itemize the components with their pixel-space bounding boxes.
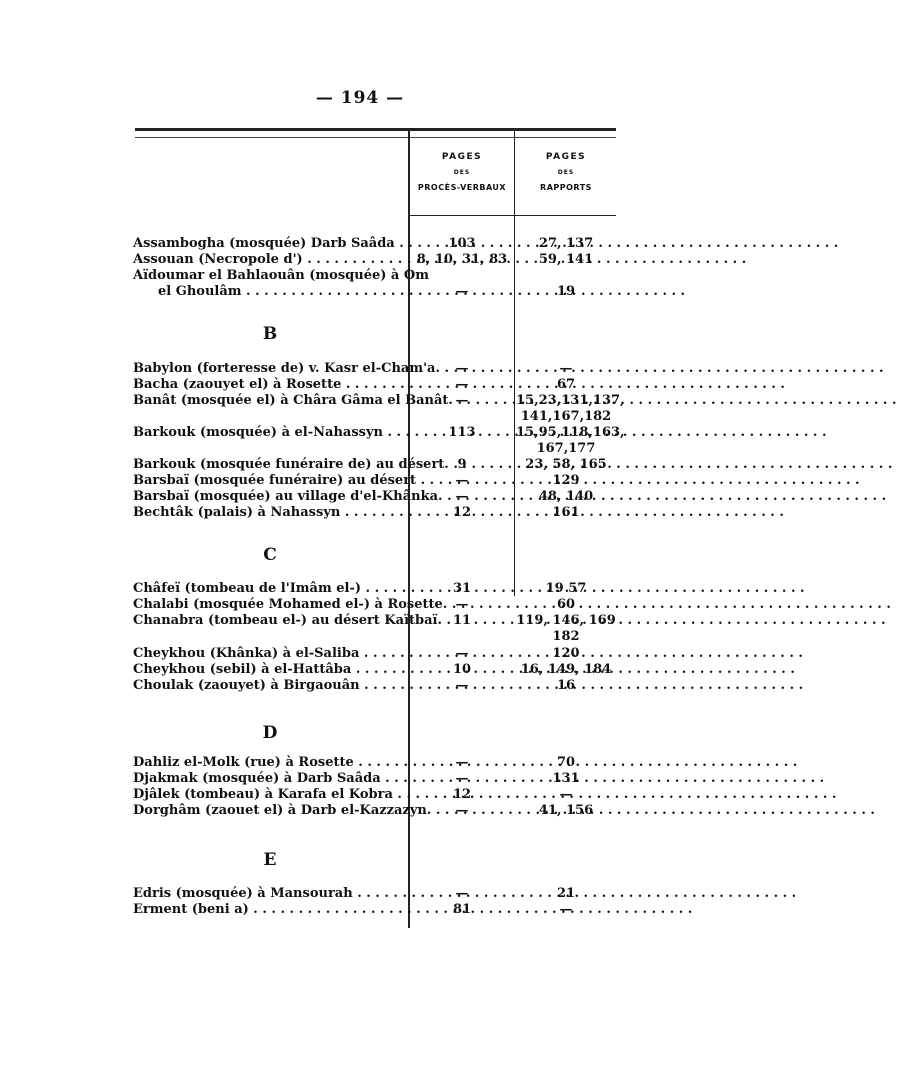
entry-name bbox=[133, 597, 448, 612]
entry-proces-verbaux-pages: 113 bbox=[448, 425, 476, 440]
entry-name bbox=[133, 457, 449, 472]
entry-proces-verbaux-pages: — bbox=[455, 377, 469, 392]
section-letter-b: B bbox=[262, 324, 278, 344]
entry-rapports-pages: 16, 149, 184 bbox=[520, 662, 612, 677]
entry-rapports-pages: 182 bbox=[552, 629, 580, 644]
entry-name bbox=[133, 581, 403, 596]
entry-proces-verbaux-pages: — bbox=[455, 393, 469, 408]
header-proces-verbaux bbox=[410, 150, 514, 195]
entry-rapports-pages: 70 bbox=[556, 755, 576, 770]
entry-name bbox=[133, 613, 442, 628]
entry-proces-verbaux-pages: 10 bbox=[452, 662, 472, 677]
entry-proces-verbaux-pages: — bbox=[455, 886, 469, 901]
entry-rapports-pages: 19 57 bbox=[545, 581, 587, 596]
header-pages: PAGES bbox=[545, 152, 587, 162]
entry-proces-verbaux-pages: 8, 10, 31, 83 bbox=[416, 252, 508, 267]
entry-name-text: Assouan (Necropole d') . . . bbox=[133, 252, 746, 267]
entry-name-text: Banât (mosquée el) à Châra Gâma el Banât. . . . bbox=[133, 393, 897, 408]
entry-name bbox=[133, 662, 403, 677]
entry-name bbox=[133, 268, 429, 283]
entry-rapports-pages: 48, 140 bbox=[538, 489, 594, 504]
entry-name-text: Cheykhou (sebil) à el-Hattâba . . . bbox=[133, 662, 795, 677]
entry-name-text: Dahliz el-Molk (rue) à Rosette . . . bbox=[133, 755, 797, 770]
entry-name bbox=[133, 377, 403, 392]
header-rapports bbox=[516, 150, 616, 195]
entry-name-text: Dorghâm (zaouet el) à Darb el-Kazzazyn. . . . bbox=[133, 803, 875, 818]
entry-name bbox=[158, 284, 403, 299]
entry-name bbox=[133, 755, 403, 770]
section-letter-c: C bbox=[263, 545, 277, 565]
entry-proces-verbaux-pages: — bbox=[455, 597, 469, 612]
entry-rapports-pages: 19 bbox=[556, 284, 576, 299]
entry-proces-verbaux-pages: — bbox=[455, 771, 469, 786]
entry-name-text: Bechtâk (palais) à Nahassyn . . . bbox=[133, 505, 784, 520]
entry-name bbox=[133, 505, 403, 520]
entry-proces-verbaux-pages: — bbox=[455, 646, 469, 661]
entry-rapports-pages: 167,177 bbox=[536, 441, 596, 456]
entry-name bbox=[133, 361, 440, 376]
entry-name-text: el Ghoulâm . . . bbox=[158, 284, 685, 299]
entry-proces-verbaux-pages: 9 bbox=[457, 457, 467, 472]
entry-name bbox=[133, 489, 443, 504]
entry-name-text: Aïdoumar el Bahlaouân (mosquée) à Om bbox=[133, 268, 429, 283]
entry-rapports-pages: 60 bbox=[556, 597, 576, 612]
header-pages: PAGES bbox=[441, 152, 483, 162]
entry-rapports-pages: 119, 146, 169 bbox=[516, 613, 616, 628]
entry-name bbox=[133, 646, 403, 661]
entry-name bbox=[133, 787, 403, 802]
entry-rapports-pages: 161 bbox=[552, 505, 580, 520]
entry-rapports-pages: 129 bbox=[552, 473, 580, 488]
entry-proces-verbaux-pages: 12 bbox=[452, 505, 472, 520]
entry-proces-verbaux-pages: 31 bbox=[452, 581, 472, 596]
header-des: DES bbox=[557, 169, 575, 176]
entry-rapports-pages: 15,95,118,163, bbox=[516, 425, 625, 440]
entry-name-text: Barsbaï (mosquée) au village d'el-Khânka. . . . bbox=[133, 489, 886, 504]
entry-name bbox=[133, 771, 403, 786]
entry-proces-verbaux-pages: — bbox=[455, 473, 469, 488]
entry-rapports-pages: 15,23,131,137, bbox=[516, 393, 625, 408]
entry-rapports-pages: 23, 58, 165 bbox=[525, 457, 607, 472]
header-des: DES bbox=[453, 169, 471, 176]
entry-name-text: Bacha (zaouyet el) à Rosette . . . bbox=[133, 377, 785, 392]
entry-name bbox=[133, 252, 403, 267]
entry-name bbox=[133, 803, 432, 818]
entry-name-text: Babylon (forteresse de) v. Kasr el-Cham'a. . . . bbox=[133, 361, 884, 376]
entry-proces-verbaux-pages: 81 bbox=[452, 902, 472, 917]
top-rule bbox=[135, 128, 616, 138]
entry-proces-verbaux-pages: — bbox=[455, 284, 469, 299]
entry-rapports-pages: 16 bbox=[556, 678, 576, 693]
header-proces-verbaux-label: PROCÈS-VERBAUX bbox=[417, 183, 507, 192]
entry-name-text: Barkouk (mosquée funéraire de) au désert. . . . bbox=[133, 457, 892, 472]
entry-name-text: Erment (beni a) . . . bbox=[133, 902, 692, 917]
entry-name bbox=[133, 902, 403, 917]
entry-rapports-pages: — bbox=[559, 361, 573, 376]
entry-name bbox=[133, 236, 403, 251]
entry-name-text: Djâlek (tombeau) à Karafa el Kobra . . . bbox=[133, 787, 836, 802]
entry-rapports-pages: 21 bbox=[556, 886, 576, 901]
entry-proces-verbaux-pages: 12 bbox=[452, 787, 472, 802]
entry-rapports-pages: — bbox=[559, 902, 573, 917]
entry-name-text: Barkouk (mosquée) à el-Nahassyn . . . bbox=[133, 425, 827, 440]
entry-proces-verbaux-pages: — bbox=[455, 678, 469, 693]
entry-rapports-pages: 41, 156 bbox=[538, 803, 594, 818]
entry-proces-verbaux-pages: — bbox=[455, 803, 469, 818]
entry-name bbox=[133, 473, 417, 488]
section-letter-e: E bbox=[263, 850, 277, 870]
entry-rapports-pages: 67 bbox=[556, 377, 576, 392]
entry-rapports-pages: 59, 141 bbox=[538, 252, 594, 267]
entry-name-text: Chalabi (mosquée Mohamed el-) à Rosette. . . . bbox=[133, 597, 891, 612]
entry-name-text: Barsbaï (mosquée funéraire) au désert . . . bbox=[133, 473, 860, 488]
entry-proces-verbaux-pages: — bbox=[455, 489, 469, 504]
entry-proces-verbaux-pages: 11 bbox=[452, 613, 472, 628]
entry-rapports-pages: — bbox=[559, 787, 573, 802]
entry-name-text: Choulak (zaouyet) à Birgaouân . . . bbox=[133, 678, 803, 693]
entry-name-text: Edris (mosquée) à Mansourah . . . bbox=[133, 886, 796, 901]
entry-name bbox=[133, 886, 403, 901]
entry-name-text: Cheykhou (Khânka) à el-Saliba . . . bbox=[133, 646, 803, 661]
entry-name bbox=[133, 678, 403, 693]
entry-proces-verbaux-pages: 103 bbox=[448, 236, 476, 251]
entry-name-text: Djakmak (mosquée) à Darb Saâda . . . bbox=[133, 771, 824, 786]
header-rule bbox=[408, 215, 616, 216]
header-rapports-label: RAPPORTS bbox=[540, 183, 592, 192]
section-letter-d: D bbox=[262, 723, 278, 743]
entry-name-text: Assambogha (mosquée) Darb Saâda . . . bbox=[133, 236, 838, 251]
entry-name-text: Chanabra (tombeau el-) au désert Kaïtbaï. . . . bbox=[133, 613, 886, 628]
entry-name-text: Châfeï (tombeau de l'Imâm el-) . . . bbox=[133, 581, 805, 596]
entry-rapports-pages: 141,167,182 bbox=[520, 409, 612, 424]
entry-name bbox=[133, 425, 403, 440]
entry-name bbox=[133, 393, 453, 408]
page-number: — 194 — bbox=[315, 88, 405, 108]
entry-rapports-pages: 120 bbox=[552, 646, 580, 661]
entry-rapports-pages: 131 bbox=[552, 771, 580, 786]
entry-rapports-pages: 27, 137 bbox=[538, 236, 594, 251]
entry-proces-verbaux-pages: — bbox=[455, 755, 469, 770]
entry-proces-verbaux-pages: — bbox=[455, 361, 469, 376]
